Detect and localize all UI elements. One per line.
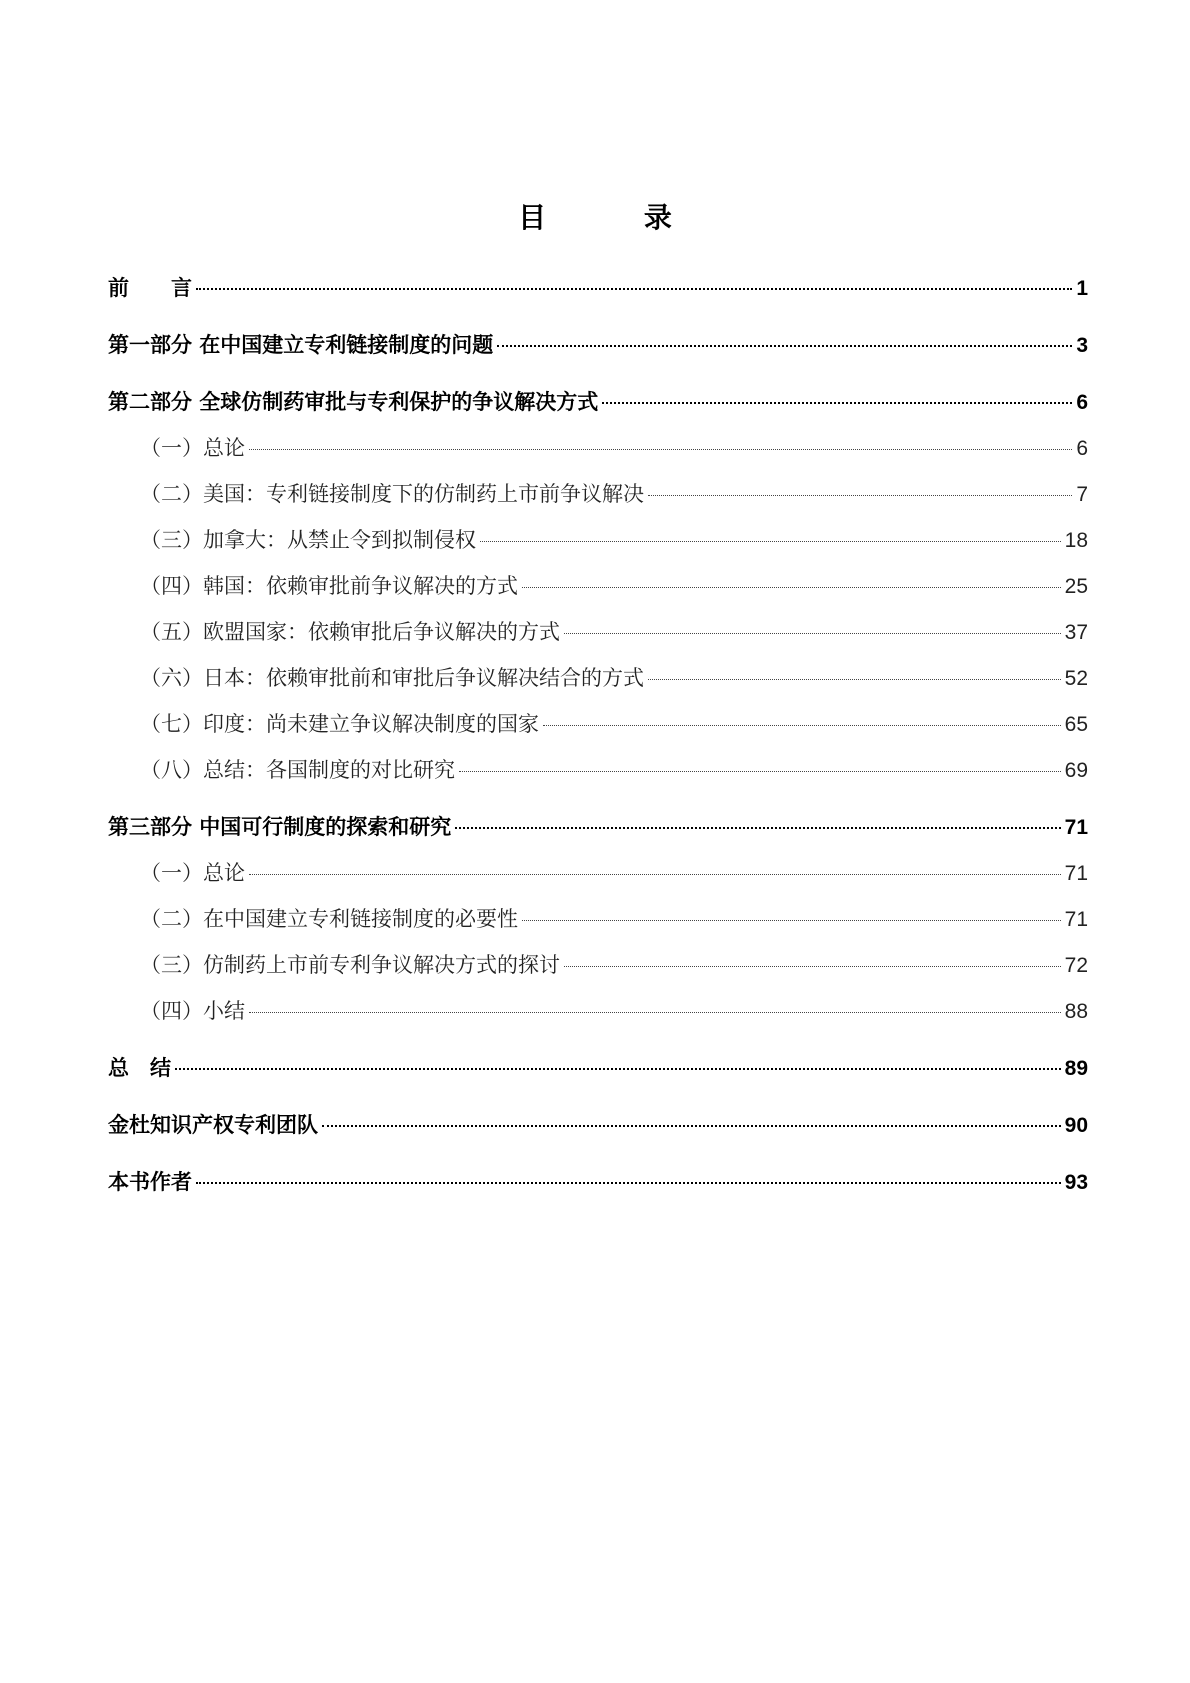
toc-entry-page: 52: [1064, 667, 1088, 690]
toc-entry-page: 93: [1064, 1171, 1088, 1194]
toc-entry-label: （四）小结: [140, 999, 245, 1023]
toc-entry-page: 6: [1076, 391, 1088, 414]
toc-entry-label: 第二部分 全球仿制药审批与专利保护的争议解决方式: [108, 390, 599, 414]
toc-entry-label: （四）韩国：依赖审批前争议解决的方式: [140, 574, 518, 598]
toc-entry-label: （一）总论: [140, 436, 245, 460]
dot-leader: [196, 288, 1072, 290]
dot-leader: [480, 541, 1061, 542]
toc-entry-3-1[interactable]: [108, 857, 1088, 889]
toc-entry-3-3[interactable]: [108, 949, 1088, 981]
toc-entry-page: 72: [1064, 954, 1088, 977]
toc-entry-label: 金杜知识产权专利团队: [108, 1113, 318, 1137]
toc-entry-authors[interactable]: [108, 1166, 1088, 1198]
toc-entry-page: 88: [1064, 1000, 1088, 1023]
dot-leader: [249, 874, 1061, 875]
toc-entry-page: 3: [1076, 334, 1088, 357]
toc-entry-label: （一）总论: [140, 861, 245, 885]
dot-leader: [564, 966, 1061, 967]
toc-entry-2-1[interactable]: [108, 432, 1088, 464]
toc-entry-2-3[interactable]: [108, 524, 1088, 556]
toc-entry-page: 71: [1064, 862, 1088, 885]
toc-entry-label: 第三部分 中国可行制度的探索和研究: [108, 815, 452, 839]
dot-leader: [175, 1068, 1061, 1070]
toc-entry-part-2[interactable]: [108, 386, 1088, 418]
dot-leader: [459, 771, 1061, 772]
toc-entry-page: 65: [1064, 713, 1088, 736]
dot-leader: [455, 827, 1060, 829]
toc-entry-2-4[interactable]: [108, 570, 1088, 602]
toc-entry-page: 69: [1064, 759, 1088, 782]
toc-entry-part-3[interactable]: [108, 811, 1088, 843]
toc-entry-page: 18: [1064, 529, 1088, 552]
toc-entry-label: （五）欧盟国家：依赖审批后争议解决的方式: [140, 620, 560, 644]
toc-title: 目 录: [518, 201, 716, 234]
toc-entry-team[interactable]: [108, 1109, 1088, 1141]
dot-leader: [497, 345, 1072, 347]
toc-entry-3-4[interactable]: [108, 995, 1088, 1027]
toc-entry-page: 90: [1064, 1114, 1088, 1137]
toc-entry-label: （三）仿制药上市前专利争议解决方式的探讨: [140, 953, 560, 977]
toc-entry-2-5[interactable]: [108, 616, 1088, 648]
toc-entry-page: 71: [1064, 816, 1088, 839]
toc-entry-page: 25: [1064, 575, 1088, 598]
toc-entry-page: 37: [1064, 621, 1088, 644]
toc-entry-page: 89: [1064, 1057, 1088, 1080]
toc-entry-label: 本书作者: [108, 1170, 192, 1194]
toc-entry-label: 第一部分 在中国建立专利链接制度的问题: [108, 333, 494, 357]
toc-entry-label: （七）印度：尚未建立争议解决制度的国家: [140, 712, 539, 736]
toc-entry-2-8[interactable]: [108, 754, 1088, 786]
toc-entry-label: （三）加拿大：从禁止令到拟制侵权: [140, 528, 476, 552]
toc-entry-part-1[interactable]: [108, 329, 1088, 361]
dot-leader: [648, 679, 1061, 680]
toc-entry-page: 6: [1076, 437, 1088, 460]
dot-leader: [522, 920, 1061, 921]
dot-leader: [648, 495, 1072, 496]
toc-entry-2-7[interactable]: [108, 708, 1088, 740]
toc-entry-label: 总 结: [108, 1056, 171, 1080]
dot-leader: [602, 402, 1072, 404]
toc-entry-label: （六）日本：依赖审批前和审批后争议解决结合的方式: [140, 666, 644, 690]
dot-leader: [249, 449, 1072, 450]
dot-leader: [196, 1182, 1061, 1184]
toc-entry-label: （二）在中国建立专利链接制度的必要性: [140, 907, 518, 931]
toc-entry-label: （八）总结：各国制度的对比研究: [140, 758, 455, 782]
toc-list: [108, 272, 1088, 1198]
toc-entry-page: 1: [1076, 277, 1088, 300]
toc-entry-2-2[interactable]: [108, 478, 1088, 510]
toc-entry-page: 7: [1076, 483, 1088, 506]
dot-leader: [322, 1125, 1061, 1127]
dot-leader: [522, 587, 1061, 588]
toc-entry-preface[interactable]: [108, 272, 1088, 304]
toc-entry-2-6[interactable]: [108, 662, 1088, 694]
dot-leader: [543, 725, 1061, 726]
toc-entry-label: （二）美国：专利链接制度下的仿制药上市前争议解决: [140, 482, 644, 506]
dot-leader: [249, 1012, 1061, 1013]
toc-entry-summary[interactable]: [108, 1052, 1088, 1084]
toc-entry-3-2[interactable]: [108, 903, 1088, 935]
toc-entry-page: 71: [1064, 908, 1088, 931]
toc-entry-label: 前 言: [108, 276, 192, 300]
dot-leader: [564, 633, 1061, 634]
